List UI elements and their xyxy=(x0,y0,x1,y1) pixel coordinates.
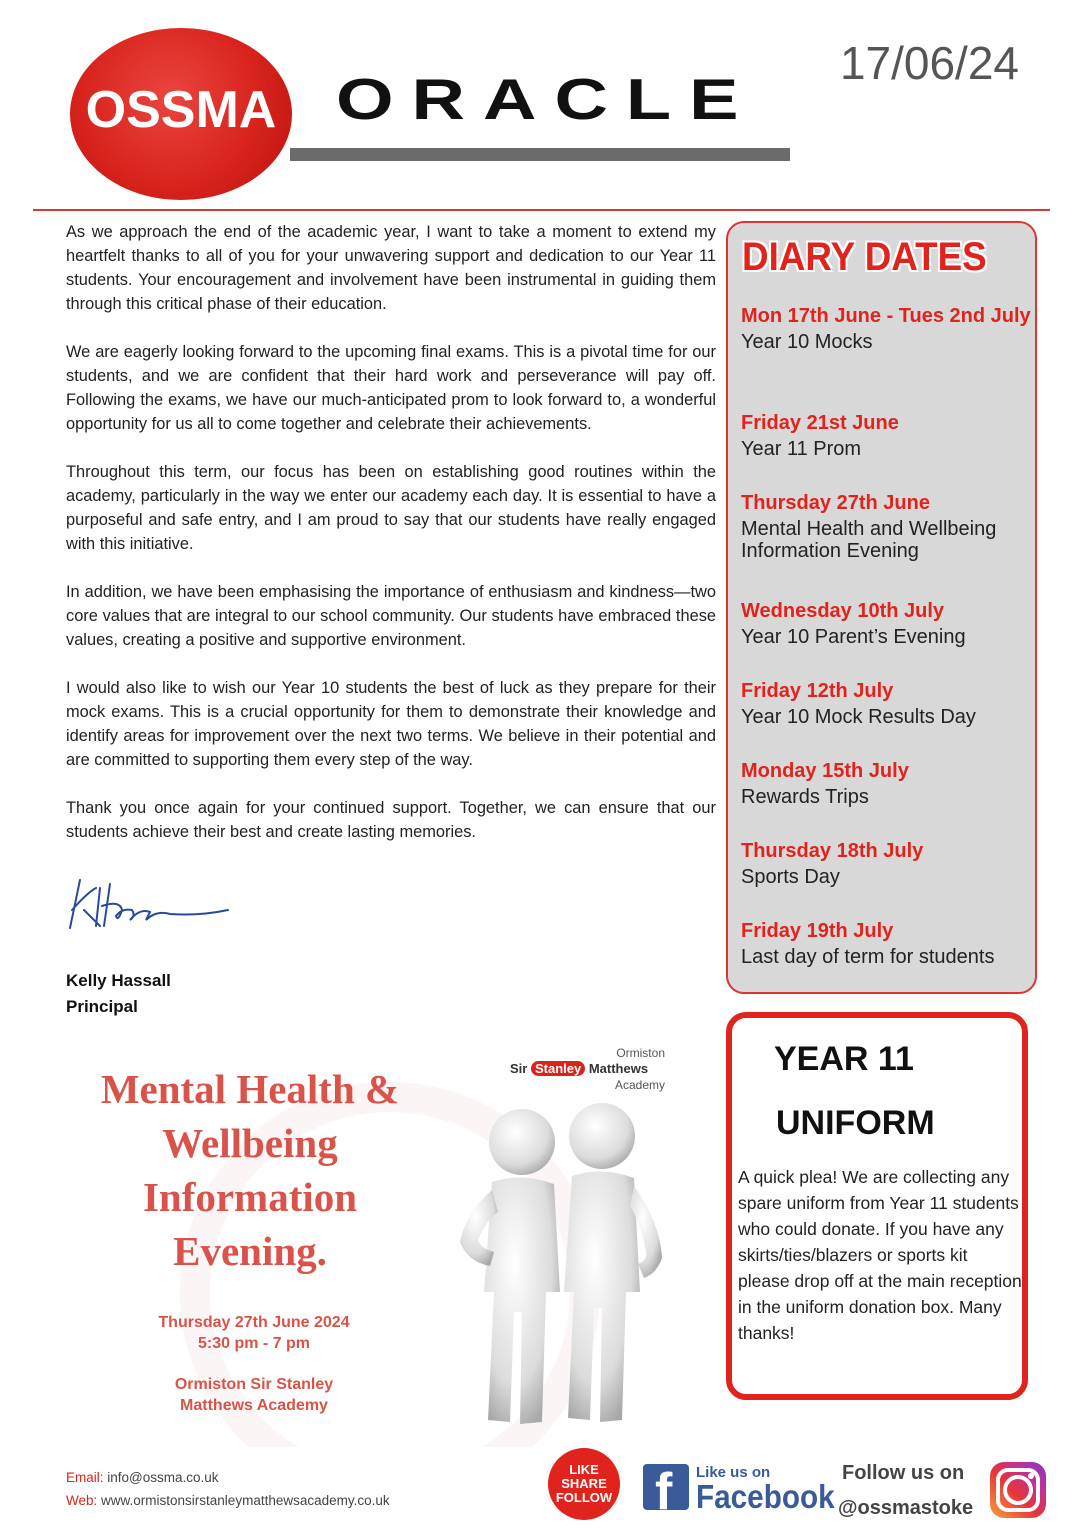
diary-item xyxy=(741,760,1031,840)
diary-date: Friday 12th July xyxy=(741,680,894,702)
uniform-title-line2: UNIFORM xyxy=(776,1104,935,1142)
org-stanley: Stanley xyxy=(531,1061,585,1076)
diary-date: Thursday 27th June xyxy=(741,492,930,514)
poster-title xyxy=(90,1062,410,1278)
diary-item xyxy=(741,600,1031,680)
diary-date: Thursday 18th July xyxy=(741,840,924,862)
uniform-body: A quick plea! We are collecting any spare uniform from Year 11 students who could donate. If you have any skirts/ties/blazers or sports kit please drop off at the main reception in the uniform donation box. Many thanks! xyxy=(738,1167,1022,1343)
poster-venue-line: Matthews Academy xyxy=(180,1397,328,1414)
diary-item xyxy=(741,680,1031,760)
follow-us-text: Follow us on xyxy=(842,1462,965,1484)
diary-event: Rewards Trips xyxy=(741,786,869,808)
ossma-logo xyxy=(70,28,292,200)
diary-event: Last day of term for students xyxy=(741,946,995,968)
instagram-icon[interactable] xyxy=(990,1462,1046,1518)
diary-item xyxy=(741,492,1031,600)
wellbeing-evening-poster xyxy=(60,1042,700,1447)
signatory-name: Kelly Hassall xyxy=(66,971,171,990)
letter-paragraph: I would also like to wish our Year 10 students the best of luck as they prepare for their mock exams. This is a crucial opportunity for them to demonstrate their knowledge and identify areas for improvement over the next two terms. We believe in their potential and are committed to supporting them every step of the way. xyxy=(66,679,716,769)
poster-time: 5:30 pm - 7 pm xyxy=(197,1335,311,1352)
uniform-appeal-panel xyxy=(726,1012,1028,1400)
email-link[interactable]: info@ossma.co.uk xyxy=(107,1470,219,1485)
signatory xyxy=(66,968,171,1020)
diary-date: Monday 15th July xyxy=(741,760,909,782)
web-label: Web: xyxy=(66,1493,98,1508)
diary-date: Wednesday 10th July xyxy=(741,600,945,622)
diary-event: Year 10 Mocks xyxy=(741,331,873,353)
diary-event: Mental Health and Wellbeing Information Evening xyxy=(741,518,997,562)
diary-dates-panel xyxy=(726,221,1037,994)
poster-title-line: Mental Health & xyxy=(100,1066,400,1112)
diary-date: Friday 19th July xyxy=(741,920,894,942)
diary-item xyxy=(741,840,1031,920)
diary-event: Year 10 Mock Results Day xyxy=(741,706,976,728)
email-line xyxy=(66,1466,390,1489)
org-ormiston: Ormiston xyxy=(616,1046,665,1060)
diary-event: Year 10 Parent’s Evening xyxy=(741,626,966,648)
issue-date: 17/06/24 xyxy=(839,37,1019,89)
signature xyxy=(60,870,240,940)
academy-logo xyxy=(510,1046,665,1102)
diary-item xyxy=(741,305,1031,412)
diary-event: Year 11 Prom xyxy=(741,438,862,460)
principal-letter xyxy=(66,220,716,868)
facebook-like-text[interactable]: Like us on xyxy=(696,1464,771,1481)
poster-title-line: Information xyxy=(142,1174,358,1220)
uniform-title-line1: YEAR 11 xyxy=(774,1040,914,1078)
poster-date: Thursday 27th June 2024 xyxy=(158,1314,350,1331)
facebook-wordmark[interactable]: Facebook xyxy=(696,1478,835,1515)
diary-item xyxy=(741,412,1031,492)
badge-line: LIKE xyxy=(569,1462,599,1477)
web-line xyxy=(66,1489,390,1512)
poster-venue xyxy=(124,1374,384,1416)
logo-text: OSSMA xyxy=(85,81,277,139)
org-matthews: Matthews xyxy=(588,1061,649,1076)
letter-paragraph: Throughout this term, our focus has been on establishing good routines within the academy, particularly in the way we enter our academy each day. It is essential to have a purposeful and safe entry, and I am proud to say that our students have really engaged with this initiative. xyxy=(66,463,716,553)
facebook-icon[interactable]: f xyxy=(643,1464,689,1510)
poster-title-line: Evening. xyxy=(173,1228,327,1274)
letter-paragraph: In addition, we have been emphasising the importance of enthusiasm and kindness—two core values that are integral to our school community. Our students have embraced these values, creating a positive and supportive environment. xyxy=(66,583,716,649)
letter-paragraph: Thank you once again for your continued support. Together, we can ensure that our students achieve their best and create lasting memories. xyxy=(66,799,716,841)
diary-item xyxy=(741,920,1031,968)
letter-paragraph: We are eagerly looking forward to the upcoming final exams. This is a pivotal time for our students, and we are confident that their hard work and perseverance will pay off. Following the exams, we have our much-anticipated prom to look forward to, a wonderful opportunity for us all to come together and celebrate their achievements. xyxy=(66,343,716,433)
web-link[interactable]: www.ormistonsirstanleymatthewsacademy.co.uk xyxy=(101,1493,390,1508)
signatory-role: Principal xyxy=(66,997,138,1016)
poster-datetime xyxy=(124,1312,384,1354)
footer-contact xyxy=(66,1466,390,1512)
diary-title: DIARY DATES xyxy=(742,235,987,279)
diary-date: Friday 21st June xyxy=(741,412,899,434)
instagram-handle[interactable]: @ossmastoke xyxy=(838,1497,974,1519)
badge-line: SHARE xyxy=(561,1476,607,1491)
email-label: Email: xyxy=(66,1470,104,1485)
badge-line: FOLLOW xyxy=(555,1490,613,1505)
diary-date: Mon 17th June - Tues 2nd July xyxy=(741,305,1031,327)
poster-title-line: Wellbeing xyxy=(162,1120,338,1166)
like-share-follow-badge xyxy=(548,1448,620,1520)
header-divider xyxy=(33,209,1050,211)
letter-paragraph: As we approach the end of the academic year, I want to take a moment to extend my heartfelt thanks to all of you for your unwavering support and dedication to our Year 11 students. Your encouragement and involvement have been instrumental in guiding them through this critical phase of their education. xyxy=(66,223,716,313)
diary-event: Sports Day xyxy=(741,866,840,888)
org-name xyxy=(510,1061,648,1076)
org-sir: Sir xyxy=(510,1061,528,1076)
newsletter-title: ORACLE xyxy=(336,66,757,132)
poster-venue-line: Ormiston Sir Stanley xyxy=(174,1376,334,1393)
diary-list xyxy=(741,305,1031,968)
title-underline xyxy=(290,148,790,161)
people-figures-illustration xyxy=(450,1102,670,1442)
org-academy: Academy xyxy=(614,1078,665,1092)
